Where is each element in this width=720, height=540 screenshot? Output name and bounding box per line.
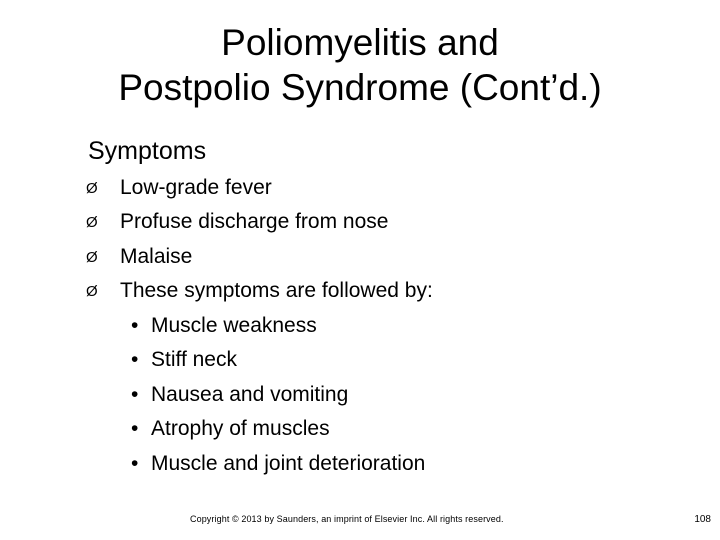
dot-bullet-icon: • — [131, 452, 139, 475]
arrow-bullet-icon: Ø — [86, 179, 98, 197]
list-item — [86, 277, 433, 305]
dot-bullet-icon: • — [131, 348, 139, 371]
list-item-text: Profuse discharge from nose — [120, 210, 389, 233]
sub-list-item-text: Stiff neck — [151, 348, 237, 371]
list-item — [86, 174, 272, 202]
list-item-text: These symptoms are followed by: — [120, 279, 433, 302]
sub-list-item — [131, 346, 237, 374]
title-line-1: Poliomyelitis and — [221, 22, 499, 63]
sub-list-item-text: Muscle weakness — [151, 314, 317, 337]
dot-bullet-icon: • — [131, 417, 139, 440]
section-heading-row — [38, 133, 206, 169]
list-item — [86, 208, 388, 236]
arrow-bullet-icon: Ø — [86, 213, 98, 231]
slide-title — [0, 20, 720, 110]
dot-bullet-icon: • — [131, 383, 139, 406]
title-line-2: Postpolio Syndrome (Cont’d.) — [118, 67, 602, 108]
arrow-bullet-icon: Ø — [86, 248, 98, 266]
sub-list-item — [131, 381, 348, 409]
arrow-bullet-icon: Ø — [86, 282, 98, 300]
copyright-notice: Copyright © 2013 by Saunders, an imprint of Elsevier Inc. All rights reserved. — [190, 514, 504, 524]
sub-list-item — [131, 415, 330, 443]
sub-list-item — [131, 312, 317, 340]
sub-list-item-text: Nausea and vomiting — [151, 383, 349, 406]
list-item — [86, 243, 192, 271]
sub-list-item-text: Muscle and joint deterioration — [151, 452, 426, 475]
section-heading: Symptoms — [88, 136, 207, 165]
page-number: 108 — [694, 514, 711, 525]
list-item-text: Malaise — [120, 245, 193, 268]
dot-bullet-icon: • — [131, 314, 139, 337]
sub-list-item-text: Atrophy of muscles — [151, 417, 330, 440]
sub-list-item — [131, 450, 425, 478]
list-item-text: Low-grade fever — [120, 176, 272, 199]
